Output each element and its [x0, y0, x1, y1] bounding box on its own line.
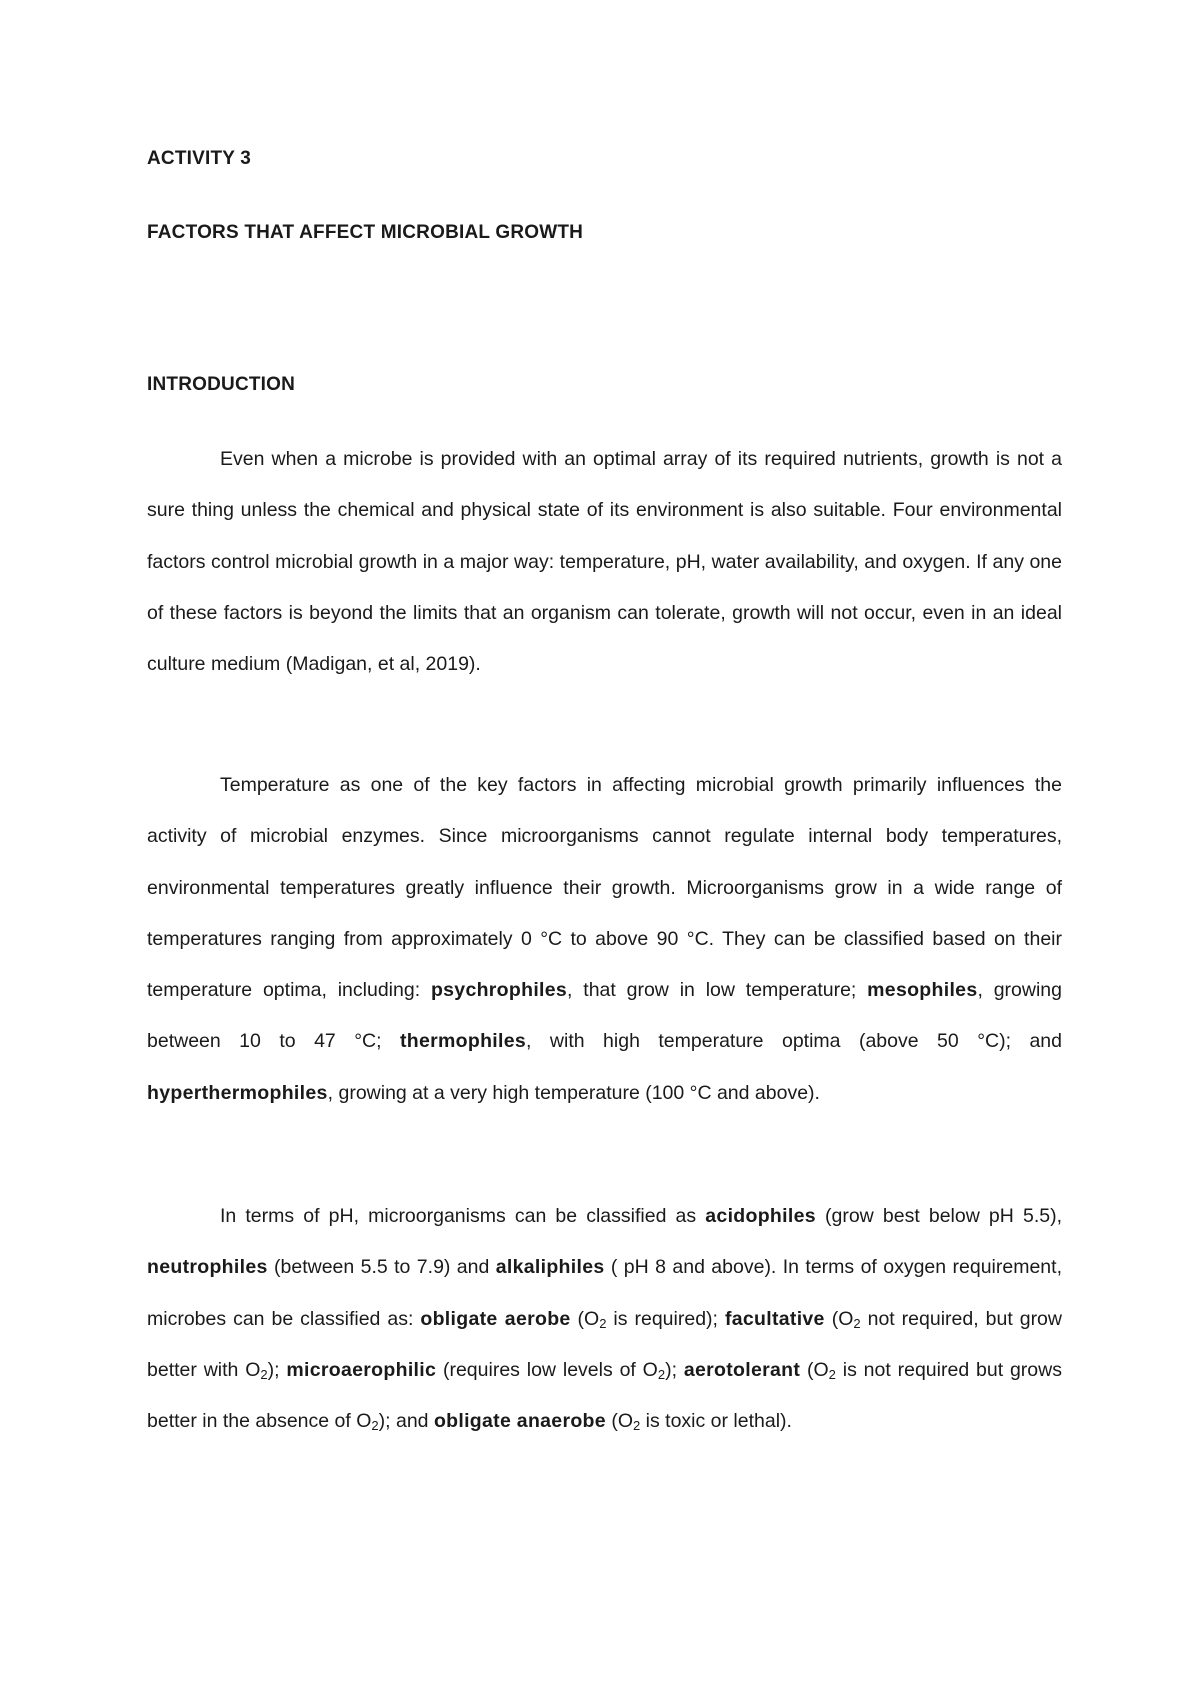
term-obligate-aerobe: obligate aerobe	[420, 1307, 571, 1330]
text-span: is toxic or lethal).	[640, 1410, 792, 1433]
term-acidophiles: acidophiles	[705, 1205, 816, 1227]
text-span: (O	[570, 1307, 600, 1330]
text-span: (between 5.5 to 7.9) and	[267, 1256, 496, 1279]
text-span: ); and	[378, 1410, 434, 1433]
text-span: );	[267, 1358, 287, 1381]
term-facultative: facultative	[724, 1307, 825, 1330]
activity-label: ACTIVITY 3	[147, 148, 252, 169]
text-span: In terms of pH, microorganisms can be classified as	[220, 1205, 706, 1227]
term-psychrophiles: psychrophiles	[430, 979, 568, 1002]
text-span: (O	[605, 1410, 634, 1433]
subscript: 2	[657, 1366, 666, 1382]
text-span: is not required but grows better in the absence of O	[147, 1358, 1062, 1433]
term-neutrophiles: neutrophiles	[147, 1256, 268, 1279]
subscript: 2	[828, 1366, 836, 1382]
term-aerotolerant: aerotolerant	[683, 1358, 801, 1381]
term-thermophiles: thermophiles	[399, 1030, 527, 1053]
text-span: (O	[800, 1358, 829, 1381]
document-title: FACTORS THAT AFFECT MICROBIAL GROWTH	[147, 222, 584, 243]
text-span: (O	[824, 1307, 854, 1330]
paragraph-ph-oxygen	[147, 1191, 1062, 1447]
text-span: (requires low levels of O	[436, 1358, 658, 1381]
subscript: 2	[633, 1418, 641, 1434]
text-span: , with high temperature optima (above 50 °C); and	[526, 1030, 1062, 1053]
term-obligate-anaerobe: obligate anaerobe	[433, 1410, 606, 1433]
text-span: , that grow in low temperature;	[567, 979, 868, 1002]
term-alkaliphiles: alkaliphiles	[495, 1256, 605, 1279]
text-span: (grow best below pH 5.5),	[815, 1205, 1063, 1227]
subscript: 2	[260, 1366, 268, 1382]
subscript: 2	[371, 1418, 379, 1434]
subscript: 2	[853, 1315, 861, 1331]
text-span: );	[665, 1358, 684, 1381]
subscript: 2	[599, 1315, 607, 1331]
text-span: , growing between 10 to 47 °C;	[147, 979, 1062, 1053]
paragraph-temperature	[147, 760, 1062, 1119]
term-hyperthermophiles: hyperthermophiles	[147, 1081, 328, 1104]
term-mesophiles: mesophiles	[867, 979, 978, 1002]
term-microaerophilic: microaerophilic	[286, 1358, 437, 1381]
text-span: is required);	[606, 1307, 725, 1330]
section-heading-introduction: INTRODUCTION	[147, 374, 296, 395]
paragraph-intro: Even when a microbe is provided with an optimal array of its required nutrients, growth is not a sure thing unless the chemical and physical state of its environment is also suitable. Four environmental factors control microbial growth in a major way: temperature, pH, water availability, and oxygen. If any one of these factors is beyond the limits that an organism can tolerate, growth will not occur, even in an ideal culture medium (Madigan, et al, 2019).	[147, 448, 1062, 676]
text-span: Temperature as one of the key factors in affecting microbial growth primarily influences the activity of microbial enzymes. Since microorganisms cannot regulate internal body temperatures, environmental temperatures greatly influence their growth. Microorganisms grow in a wide range of temperatures ranging from approximately 0 °C to above 90 °C. They can be classified based on their temperature optima, including:	[147, 774, 1062, 1002]
text-span: not required, but grow better with O	[147, 1307, 1062, 1381]
text-span: ( pH 8 and above). In terms of oxygen requirement, microbes can be classified as:	[147, 1256, 1062, 1330]
text-span: , growing at a very high temperature (100 °C and above).	[327, 1081, 820, 1104]
